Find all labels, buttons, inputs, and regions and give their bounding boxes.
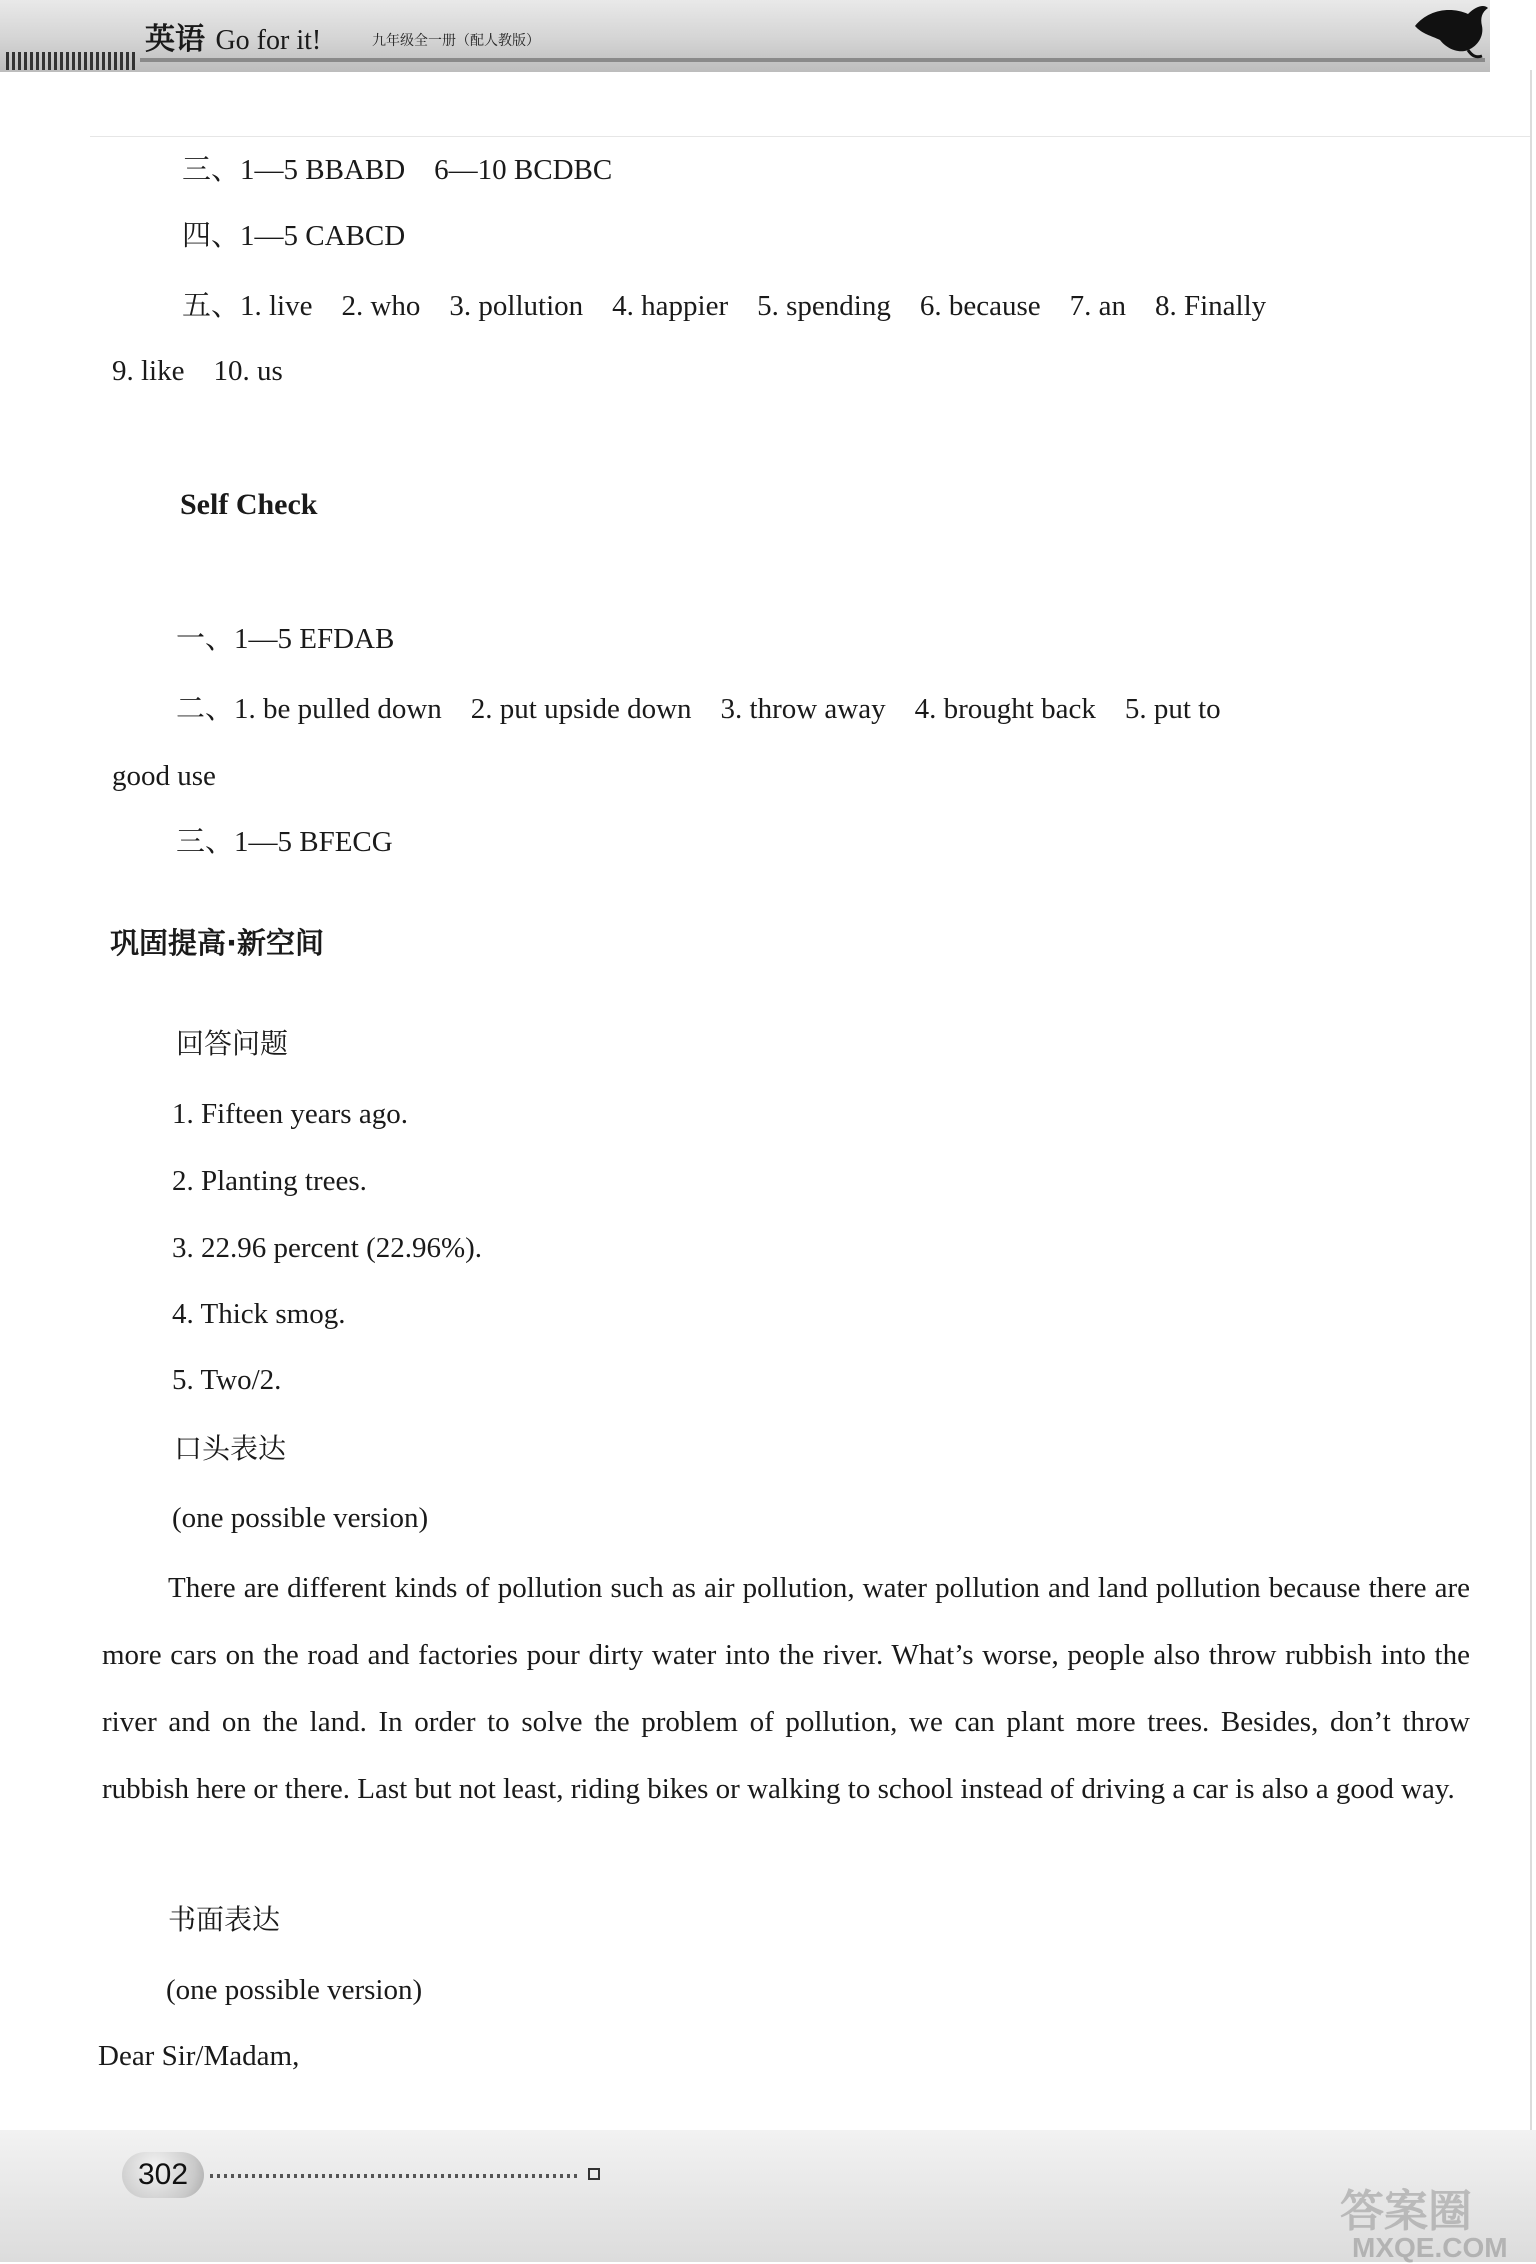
page-number-badge xyxy=(122,2152,204,2198)
book-subtitle: 九年级全一册（配人教版） xyxy=(372,33,540,49)
qa-answer-3: 3. 22.96 percent (22.96%). xyxy=(172,1232,483,1264)
written-heading: 书面表达 xyxy=(168,1903,281,1936)
written-version-note: (one possible version) xyxy=(166,1974,423,2006)
answer-line-section5-cont: 9. like 10. us xyxy=(112,355,283,387)
answer-line-section4: 四、1—5 CABCD xyxy=(182,220,406,252)
footer-dotted-rule xyxy=(210,2174,580,2178)
self-check-line2-cont: good use xyxy=(112,760,216,792)
qa-answer-1: 1. Fifteen years ago. xyxy=(172,1098,408,1130)
oral-essay-paragraph: There are different kinds of pollution such as air pollution, water pollution and land pollution because there are more cars on the road and factories pour dirty water into the river. What’s worse, people also throw rubbish into the river and on the land. In order to solve the problem of pollution, we can plant more trees. Besides, don’t throw rubbish here or there. Last but not least, riding bikes or walking to school instead of driving a car is also a good way. xyxy=(102,1572,1470,1805)
header-barcode-decoration xyxy=(6,52,138,70)
footer-band xyxy=(0,2130,1536,2262)
qa-answer-4: 4. Thick smog. xyxy=(172,1298,346,1330)
book-title-en: Go for it! xyxy=(215,25,322,56)
top-rule xyxy=(90,136,1530,137)
book-title-zh: 英语 xyxy=(145,22,205,57)
qa-answer-5: 5. Two/2. xyxy=(172,1364,282,1396)
bird-logo-icon xyxy=(1410,0,1490,62)
answer-line-section5: 五、1. live 2. who 3. pollution 4. happier 5. spending 6. because 7. an 8. Finally xyxy=(182,290,1267,322)
qa-answer-2: 2. Planting trees. xyxy=(172,1165,367,1197)
self-check-line3: 三、1—5 BFECG xyxy=(176,826,393,858)
header-rule xyxy=(140,58,1485,62)
oral-version-note: (one possible version) xyxy=(172,1502,429,1534)
watermark-logo: 答案圈 xyxy=(1340,2186,1472,2237)
letter-salutation: Dear Sir/Madam, xyxy=(98,2040,300,2072)
self-check-heading: Self Check xyxy=(180,488,318,521)
self-check-line1: 一、1—5 EFDAB xyxy=(176,623,395,655)
page-right-edge xyxy=(1530,70,1532,2220)
oral-heading: 口头表达 xyxy=(174,1432,287,1465)
page-number: 302 xyxy=(137,2158,189,2191)
qa-heading: 回答问题 xyxy=(176,1027,289,1060)
book-title xyxy=(145,14,321,58)
self-check-line2: 二、1. be pulled down 2. put upside down 3. throw away 4. brought back 5. put to xyxy=(176,693,1221,725)
watermark-url: MXQE.COM xyxy=(1352,2232,1508,2263)
footer-square-icon xyxy=(588,2168,600,2180)
consolidate-heading: 巩固提高·新空间 xyxy=(110,926,325,960)
answer-line-section3: 三、1—5 BBABD 6—10 BCDBC xyxy=(182,154,613,186)
